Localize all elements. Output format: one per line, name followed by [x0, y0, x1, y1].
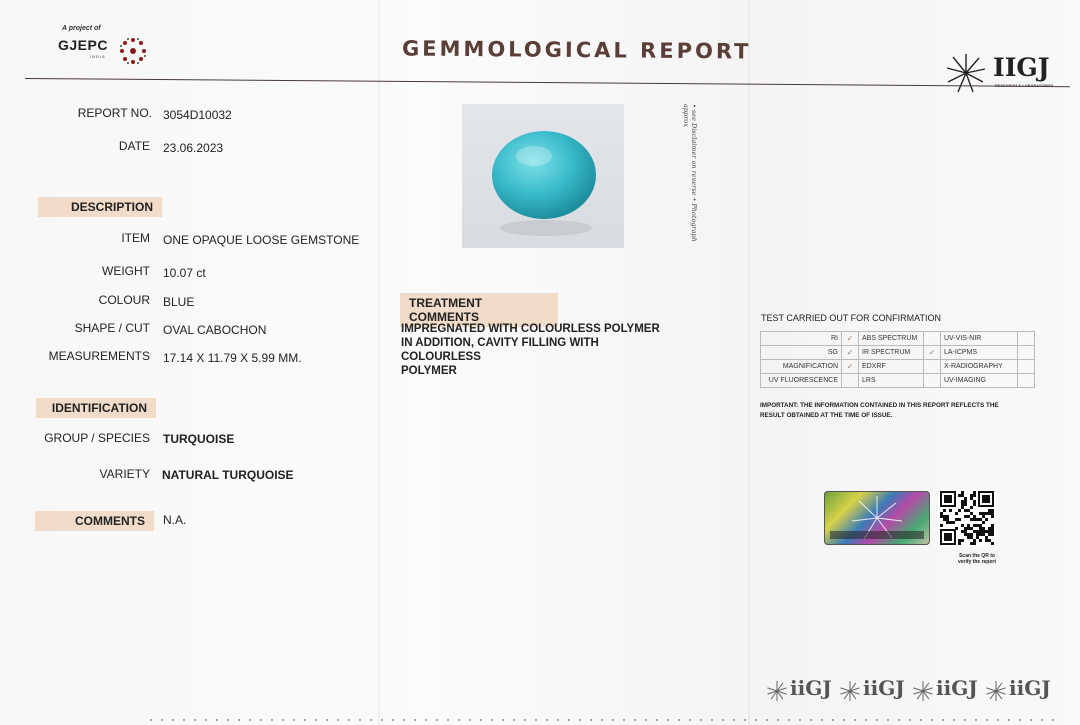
comments-value: N.A. [163, 513, 187, 527]
check-icon [924, 374, 941, 388]
test-name: RI [761, 332, 842, 346]
group-species-label: GROUP / SPECIES [44, 431, 150, 445]
check-cell [1018, 374, 1035, 388]
test-name: MAGNIFICATION [761, 360, 842, 374]
treatment-line: IMPREGNATED WITH COLOURLESS POLYMER [401, 323, 660, 335]
footer-watermark: iiGJ [936, 676, 978, 700]
test-name: UV FLUORESCENCE [761, 374, 842, 388]
date-label: DATE [118, 139, 150, 153]
variety-value: NATURAL TURQUOISE [162, 468, 294, 482]
important-notice: IMPORTANT: THE INFORMATION CONTAINED IN THIS REPORT REFLECTS THE RESULT OBTAINED AT THE TIME OF ISSUE. [760, 402, 999, 419]
check-icon [924, 360, 941, 374]
test-name: LA-ICPMS [941, 346, 1018, 360]
shape-cut-value: OVAL CABOCHON [163, 323, 267, 337]
weight-label: WEIGHT [102, 264, 150, 278]
check-icon: ✓ [842, 346, 859, 360]
lab-logo: IIGJ [993, 53, 1050, 82]
qr-code[interactable] [938, 489, 996, 547]
watermark-starburst-icon [912, 680, 934, 702]
test-name: IR SPECTRUM [859, 346, 924, 360]
identification-heading: IDENTIFICATION [36, 398, 156, 418]
group-species-value: TURQUOISE [163, 432, 235, 446]
check-icon: ✓ [842, 332, 859, 346]
test-name: SG [761, 346, 842, 360]
hologram-star-icon [824, 491, 930, 545]
fold-line [378, 0, 380, 725]
tests-row [761, 332, 1035, 346]
turquoise-cabochon-image [462, 104, 624, 248]
gjepc-emblem-icon [118, 36, 150, 66]
hologram-seal [824, 491, 930, 545]
comments-heading: COMMENTS [35, 511, 154, 531]
tests-row [761, 374, 1035, 388]
tests-table [760, 331, 1035, 388]
tests-row [761, 360, 1035, 374]
check-cell [1018, 346, 1035, 360]
org-logo-text: GJEPC [58, 37, 108, 53]
check-icon: ✓ [842, 360, 859, 374]
fold-line [748, 0, 750, 725]
test-name: X-RADIOGRAPHY [941, 360, 1018, 374]
measurements-value: 17.14 X 11.79 X 5.99 MM. [163, 351, 302, 365]
check-icon: ✓ [924, 346, 941, 360]
watermark-starburst-icon [839, 680, 861, 702]
check-icon [924, 332, 941, 346]
footer-watermark: iiGJ [790, 676, 832, 700]
check-cell [1018, 332, 1035, 346]
tests-row [761, 346, 1035, 360]
test-name: LRS [859, 374, 924, 388]
treatment-heading: TREATMENT COMMENTS [400, 293, 558, 327]
tests-title: TEST CARRIED OUT FOR CONFIRMATION [761, 313, 942, 323]
watermark-starburst-icon [985, 680, 1007, 702]
test-name: ABS SPECTRUM [859, 332, 924, 346]
treatment-line: POLYMER [401, 365, 457, 377]
test-name: EDXRF [859, 360, 924, 374]
footer-watermark: iiGJ [1009, 676, 1051, 700]
header-divider [25, 78, 1070, 87]
check-icon [842, 374, 859, 388]
treatment-comments [401, 322, 681, 378]
check-cell [1018, 360, 1035, 374]
shape-cut-label: SHAPE / CUT [74, 321, 150, 335]
description-heading: DESCRIPTION [38, 197, 162, 217]
treatment-line: IN ADDITION, CAVITY FILLING WITH COLOURLESS [401, 337, 599, 363]
org-country: INDIA [90, 54, 106, 59]
photo-disclaimer: • see Disclaimer on reverse • Photograph approx [682, 104, 698, 242]
measurements-label: MEASUREMENTS [48, 349, 150, 363]
colour-value: BLUE [163, 295, 195, 309]
report-number: 3054D10032 [163, 108, 232, 122]
test-name: UV-IMAGING [941, 374, 1018, 388]
qr-caption: Scan the QR to verify the report [957, 553, 997, 565]
iigj-starburst-icon [945, 52, 987, 94]
report-title: GEMMOLOGICAL REPORT [401, 36, 752, 64]
org-tagline: A project of [62, 25, 101, 32]
watermark-starburst-icon [766, 680, 788, 702]
colour-label: COLOUR [98, 293, 150, 307]
report-date: 23.06.2023 [163, 141, 224, 155]
variety-label: VARIETY [99, 467, 150, 481]
footer-watermark: iiGJ [863, 676, 905, 700]
weight-value: 10.07 ct [163, 266, 206, 280]
item-label: ITEM [121, 231, 150, 245]
qr-code-icon [938, 489, 996, 547]
report-number-label: REPORT NO. [77, 106, 152, 120]
bottom-border [0, 710, 1080, 725]
gemstone-photo [462, 104, 624, 248]
test-name: UV-VIS-NIR [941, 332, 1018, 346]
item-value: ONE OPAQUE LOOSE GEMSTONE [163, 233, 360, 247]
